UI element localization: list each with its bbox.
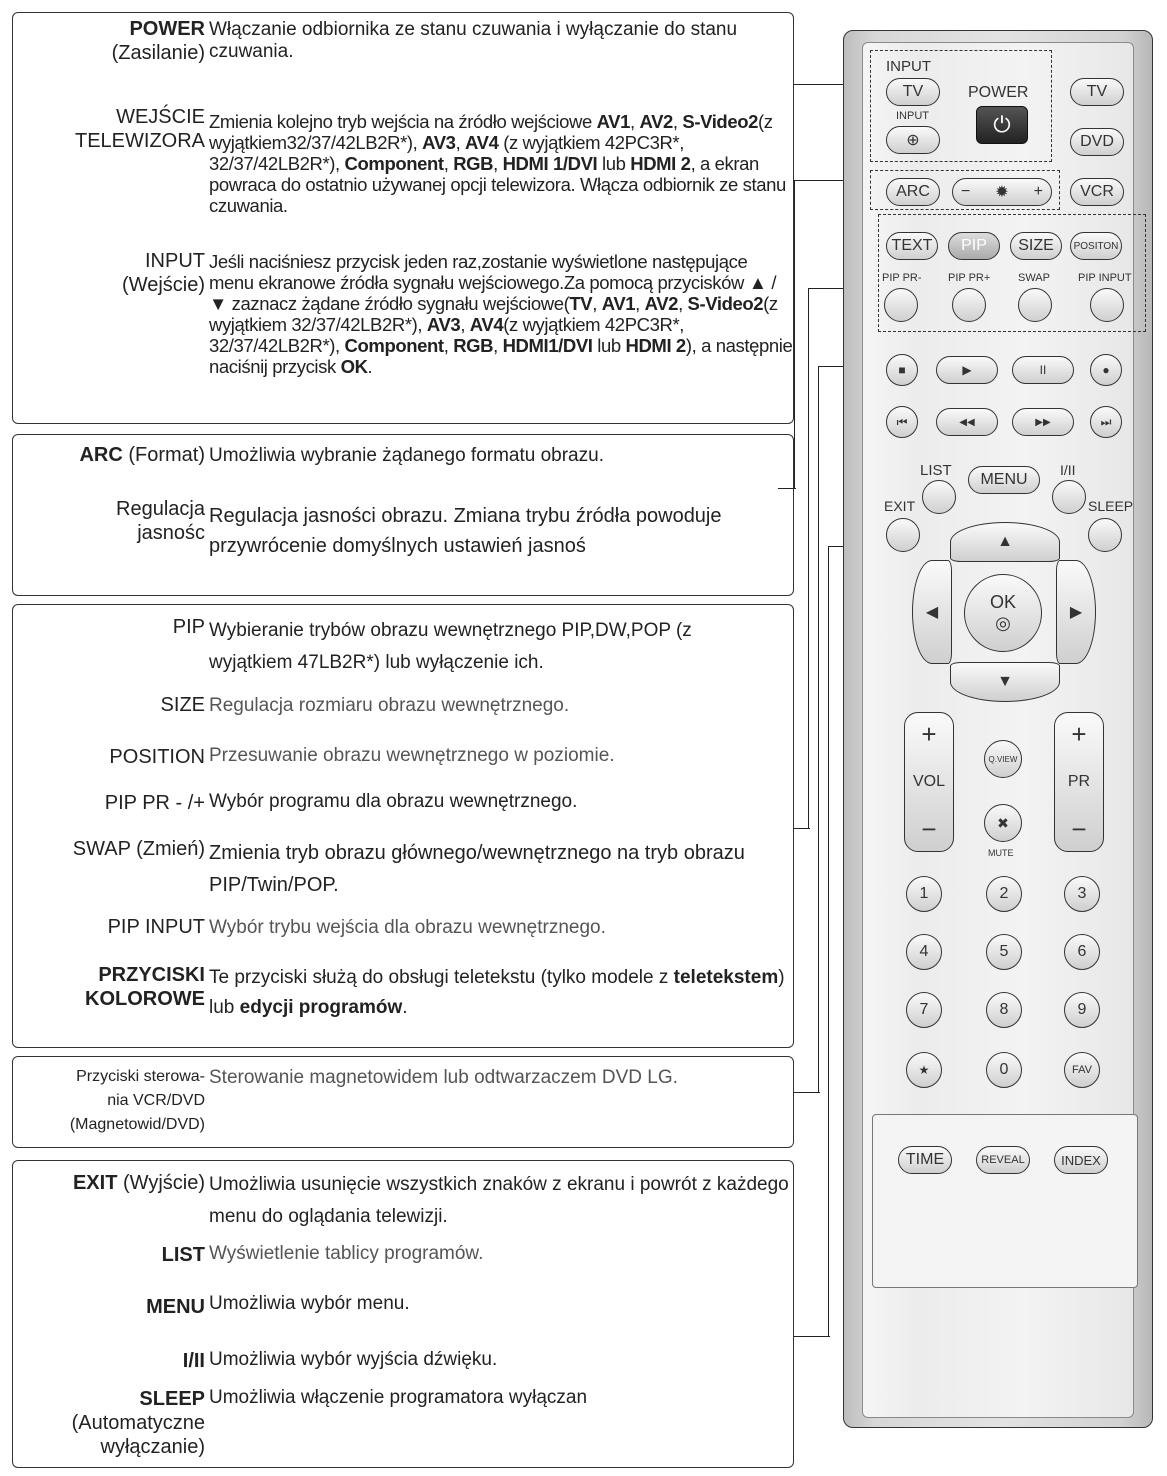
term-arc: ARC (79, 444, 123, 466)
vol-minus[interactable]: − (921, 814, 937, 844)
exit-label: EXIT (884, 498, 916, 514)
pip-input-label: PIP INPUT (1078, 272, 1132, 284)
digit-7-button[interactable]: 7 (906, 992, 942, 1028)
term-power: POWER (129, 18, 205, 40)
pip-section (12, 604, 794, 1048)
rewind-button[interactable]: ◀◀ (936, 408, 998, 436)
term-exit: EXIT (72, 1172, 118, 1194)
pip-pr-minus-button[interactable] (884, 288, 918, 322)
pip-input-button[interactable] (1090, 288, 1124, 322)
term-position: POSITION (109, 746, 205, 768)
digit-4-button[interactable]: 4 (906, 934, 942, 970)
vol-plus[interactable]: + (921, 719, 937, 749)
desc-size: Regulacja rozmiaru obrazu wewnętrznego. (209, 695, 570, 716)
desc-brightness: Regulacja jasności obrazu. Zmiana trybu źródła powoduje przywrócenie domyślnych ustawień jasnoś (209, 505, 722, 557)
desc-pip-pr: Wybór programu dla obrazu wewnętrznego. (209, 791, 578, 812)
vol-label: VOL (912, 773, 945, 790)
digit-0-button[interactable]: 0 (986, 1052, 1022, 1088)
term-color-2: KOLOROWE (85, 988, 205, 1010)
ok-icon: ◎ (995, 613, 1011, 633)
menu-button[interactable]: MENU (968, 466, 1040, 494)
swap-button[interactable] (1018, 288, 1052, 322)
tv-button[interactable]: TV (886, 78, 940, 106)
mute-button[interactable]: ✖ (984, 804, 1022, 842)
index-button[interactable]: INDEX (1054, 1146, 1108, 1174)
term-pip-pr: PIP PR - /+ (104, 792, 205, 814)
digit-2-button[interactable]: 2 (986, 876, 1022, 912)
nav-up-button[interactable]: ▲ (950, 522, 1060, 562)
term-list: LIST (161, 1244, 205, 1266)
pr-plus[interactable]: + (1071, 719, 1087, 749)
desc-power: Włączanie odbiornika ze stanu czuwania i wyłączanie do stanu czuwania. (209, 19, 738, 62)
desc-list: Wyświetlenie tablicy programów. (209, 1243, 484, 1264)
sleep-button[interactable] (1088, 518, 1122, 552)
pip-button[interactable]: PIP (948, 232, 1000, 260)
term-brightness-1: Regulacja (116, 498, 205, 520)
nav-left-button[interactable]: ◀ (912, 560, 952, 664)
desc-pip: Wybieranie trybów obrazu wewnętrznego PIP,DW,POP (z wyjątkiem 47LB2R*) lub wyłączenie ich. (209, 620, 692, 673)
size-button[interactable]: SIZE (1010, 232, 1062, 260)
time-button[interactable]: TIME (898, 1146, 952, 1174)
term-exit-rest: (Wyjście) (117, 1172, 205, 1194)
brightness-control[interactable] (952, 178, 1052, 206)
desc-tv-input: Zmienia kolejno tryb wejścia na źródło wejściowe AV1, AV2, S-Video2(z wyjątkiem32/37/42LB2R*), AV3, AV4 (z wyjątkiem 42PC3R*, 32/37/42LB2R*), Component, RGB, HDMI 1/DVI lub HDMI 2, a ekran powraca do ostatnio używanej opcji telewizora. Włącza odbiornik ze stanu czuwania. (209, 111, 786, 216)
desc-i-ii: Umożliwia wybór wyjścia dźwięku. (209, 1349, 498, 1370)
pip-pr-plus-label: PIP PR+ (948, 272, 991, 284)
digit-3-button[interactable]: 3 (1064, 876, 1100, 912)
connector-arc-bottom (778, 488, 796, 489)
qview-button[interactable]: Q.VIEW (984, 740, 1022, 778)
desc-arc: Umożliwia wybranie żądanego formatu obrazu. (209, 445, 604, 466)
position-button[interactable]: POSITON (1070, 232, 1122, 260)
desc-pip-input: Wybór trybu wejścia dla obrazu wewnętrznego. (209, 917, 606, 938)
input-small-label: INPUT (896, 110, 929, 122)
star-button[interactable]: ★ (906, 1052, 942, 1088)
stop-button[interactable]: ■ (886, 354, 918, 386)
term-vcr-1: Przyciski sterowa- (76, 1068, 205, 1085)
sleep-label: SLEEP (1088, 498, 1134, 514)
vcr-dvd-section (12, 1056, 794, 1148)
term-size: SIZE (160, 694, 205, 716)
tv-mode-button[interactable]: TV (1070, 78, 1124, 106)
pause-button[interactable]: II (1012, 356, 1074, 384)
brightness-minus[interactable]: − (961, 183, 971, 200)
power-input-section (12, 12, 794, 424)
term-input-sub: (Wejście) (122, 274, 205, 296)
term-tv-input-1: WEJŚCIE (116, 106, 205, 128)
digit-5-button[interactable]: 5 (986, 934, 1022, 970)
desc-exit: Umożliwia usunięcie wszystkich znaków z ekranu i powrót z każdego menu do oglądania telewizji. (209, 1174, 789, 1227)
arc-button[interactable]: ARC (886, 178, 940, 206)
fav-button[interactable]: FAV (1064, 1052, 1100, 1088)
list-button[interactable] (922, 480, 956, 514)
skip-back-button[interactable]: ⏮ (886, 406, 918, 438)
nav-right-button[interactable]: ▶ (1056, 560, 1096, 664)
record-button[interactable]: ● (1090, 354, 1122, 386)
term-i-ii: I/II (182, 1350, 205, 1372)
term-input: INPUT (145, 250, 205, 272)
ok-label: OK (989, 592, 1016, 612)
reveal-button[interactable]: REVEAL (976, 1146, 1030, 1174)
skip-forward-button[interactable]: ⏭ (1090, 406, 1122, 438)
power-label: POWER (968, 84, 1029, 101)
volume-rocker[interactable] (904, 712, 954, 852)
pip-pr-plus-button[interactable] (952, 288, 986, 322)
term-brightness-2: jasnośc (137, 522, 205, 544)
desc-position: Przesuwanie obrazu wewnętrznego w poziomie. (209, 745, 615, 766)
brightness-plus[interactable]: + (1033, 183, 1043, 200)
play-button[interactable]: ▶ (936, 356, 998, 384)
desc-menu: Umożliwia wybór menu. (209, 1293, 410, 1314)
dvd-mode-button[interactable]: DVD (1070, 128, 1124, 156)
pip-pr-minus-label: PIP PR- (882, 272, 922, 284)
vcr-mode-button[interactable]: VCR (1070, 178, 1124, 206)
term-pip-input: PIP INPUT (107, 916, 205, 938)
term-color-1: PRZYCISKI (98, 964, 205, 986)
fast-forward-button[interactable]: ▶▶ (1012, 408, 1074, 436)
i-ii-label: I/II (1060, 462, 1076, 478)
term-pip: PIP (172, 616, 205, 638)
input-button[interactable]: ⊕ (886, 126, 940, 154)
i-ii-button[interactable] (1052, 480, 1086, 514)
term-vcr-3: (Magnetowid/DVD) (69, 1116, 205, 1133)
exit-button[interactable] (886, 518, 920, 552)
term-vcr-2: nia VCR/DVD (107, 1092, 205, 1109)
digit-6-button[interactable]: 6 (1064, 934, 1100, 970)
text-button[interactable]: TEXT (886, 232, 938, 260)
input-group-label: INPUT (886, 58, 931, 75)
desc-swap: Zmienia tryb obrazu głównego/wewnętrznego na tryb obrazu PIP/Twin/POP. (209, 842, 745, 896)
mute-label: MUTE (988, 848, 1014, 858)
ok-button[interactable] (964, 574, 1042, 652)
pr-minus[interactable]: − (1071, 814, 1087, 844)
term-power-sub: (Zasilanie) (111, 42, 205, 64)
connector-exit-bottom (794, 1336, 830, 1337)
term-sleep-3: wyłączanie) (100, 1436, 205, 1458)
digit-8-button[interactable]: 8 (986, 992, 1022, 1028)
desc-sleep: Umożliwia włączenie programatora wyłączan (209, 1387, 588, 1408)
term-swap: SWAP (Zmień) (72, 838, 205, 860)
connector-vcr-bottom (794, 1092, 820, 1093)
list-label: LIST (920, 462, 952, 479)
desc-color: Te przyciski służą do obsługi teletekstu (tylko modele z teletekstem) lub edycji programów. (209, 967, 785, 1018)
exit-menu-section (12, 1160, 794, 1468)
pr-label: PR (1067, 773, 1091, 790)
connector-pip-bottom (794, 828, 810, 829)
program-rocker[interactable] (1054, 712, 1104, 852)
teletext-lid-panel (872, 1114, 1138, 1288)
swap-label: SWAP (1018, 272, 1050, 284)
desc-vcr: Sterowanie magnetowidem lub odtwarzaczem DVD LG. (209, 1067, 678, 1088)
desc-input: Jeśli naciśniesz przycisk jeden raz,zostanie wyświetlone następujące menu ekranowe źródła sygnału wejściowego.Za pomocą przycisków ▲ / ▼ zaznacz żądane źródło sygnału wejściowe(TV, AV1, AV2, S-Video2(z wyjątkiem 32/37/42LB2R*), AV3, AV4(z wyjątkiem 42PC3R*, 32/37/42LB2R*), Component, RGB, HDMI1/DVI lub HDMI 2), a następnie naciśnij przycisk OK. (209, 251, 793, 377)
digit-1-button[interactable]: 1 (906, 876, 942, 912)
brightness-icon: ✹ (995, 184, 1009, 201)
term-menu: MENU (146, 1296, 205, 1318)
digit-9-button[interactable]: 9 (1064, 992, 1100, 1028)
power-button[interactable]: ⏻ (976, 106, 1028, 144)
term-arc-rest: (Format) (122, 444, 205, 466)
arc-brightness-section (12, 434, 794, 596)
nav-down-button[interactable]: ▼ (950, 662, 1060, 702)
term-sleep: SLEEP (139, 1388, 205, 1410)
term-tv-input-2: TELEWIZORA (74, 130, 205, 152)
term-sleep-2: (Automatyczne (71, 1412, 205, 1434)
